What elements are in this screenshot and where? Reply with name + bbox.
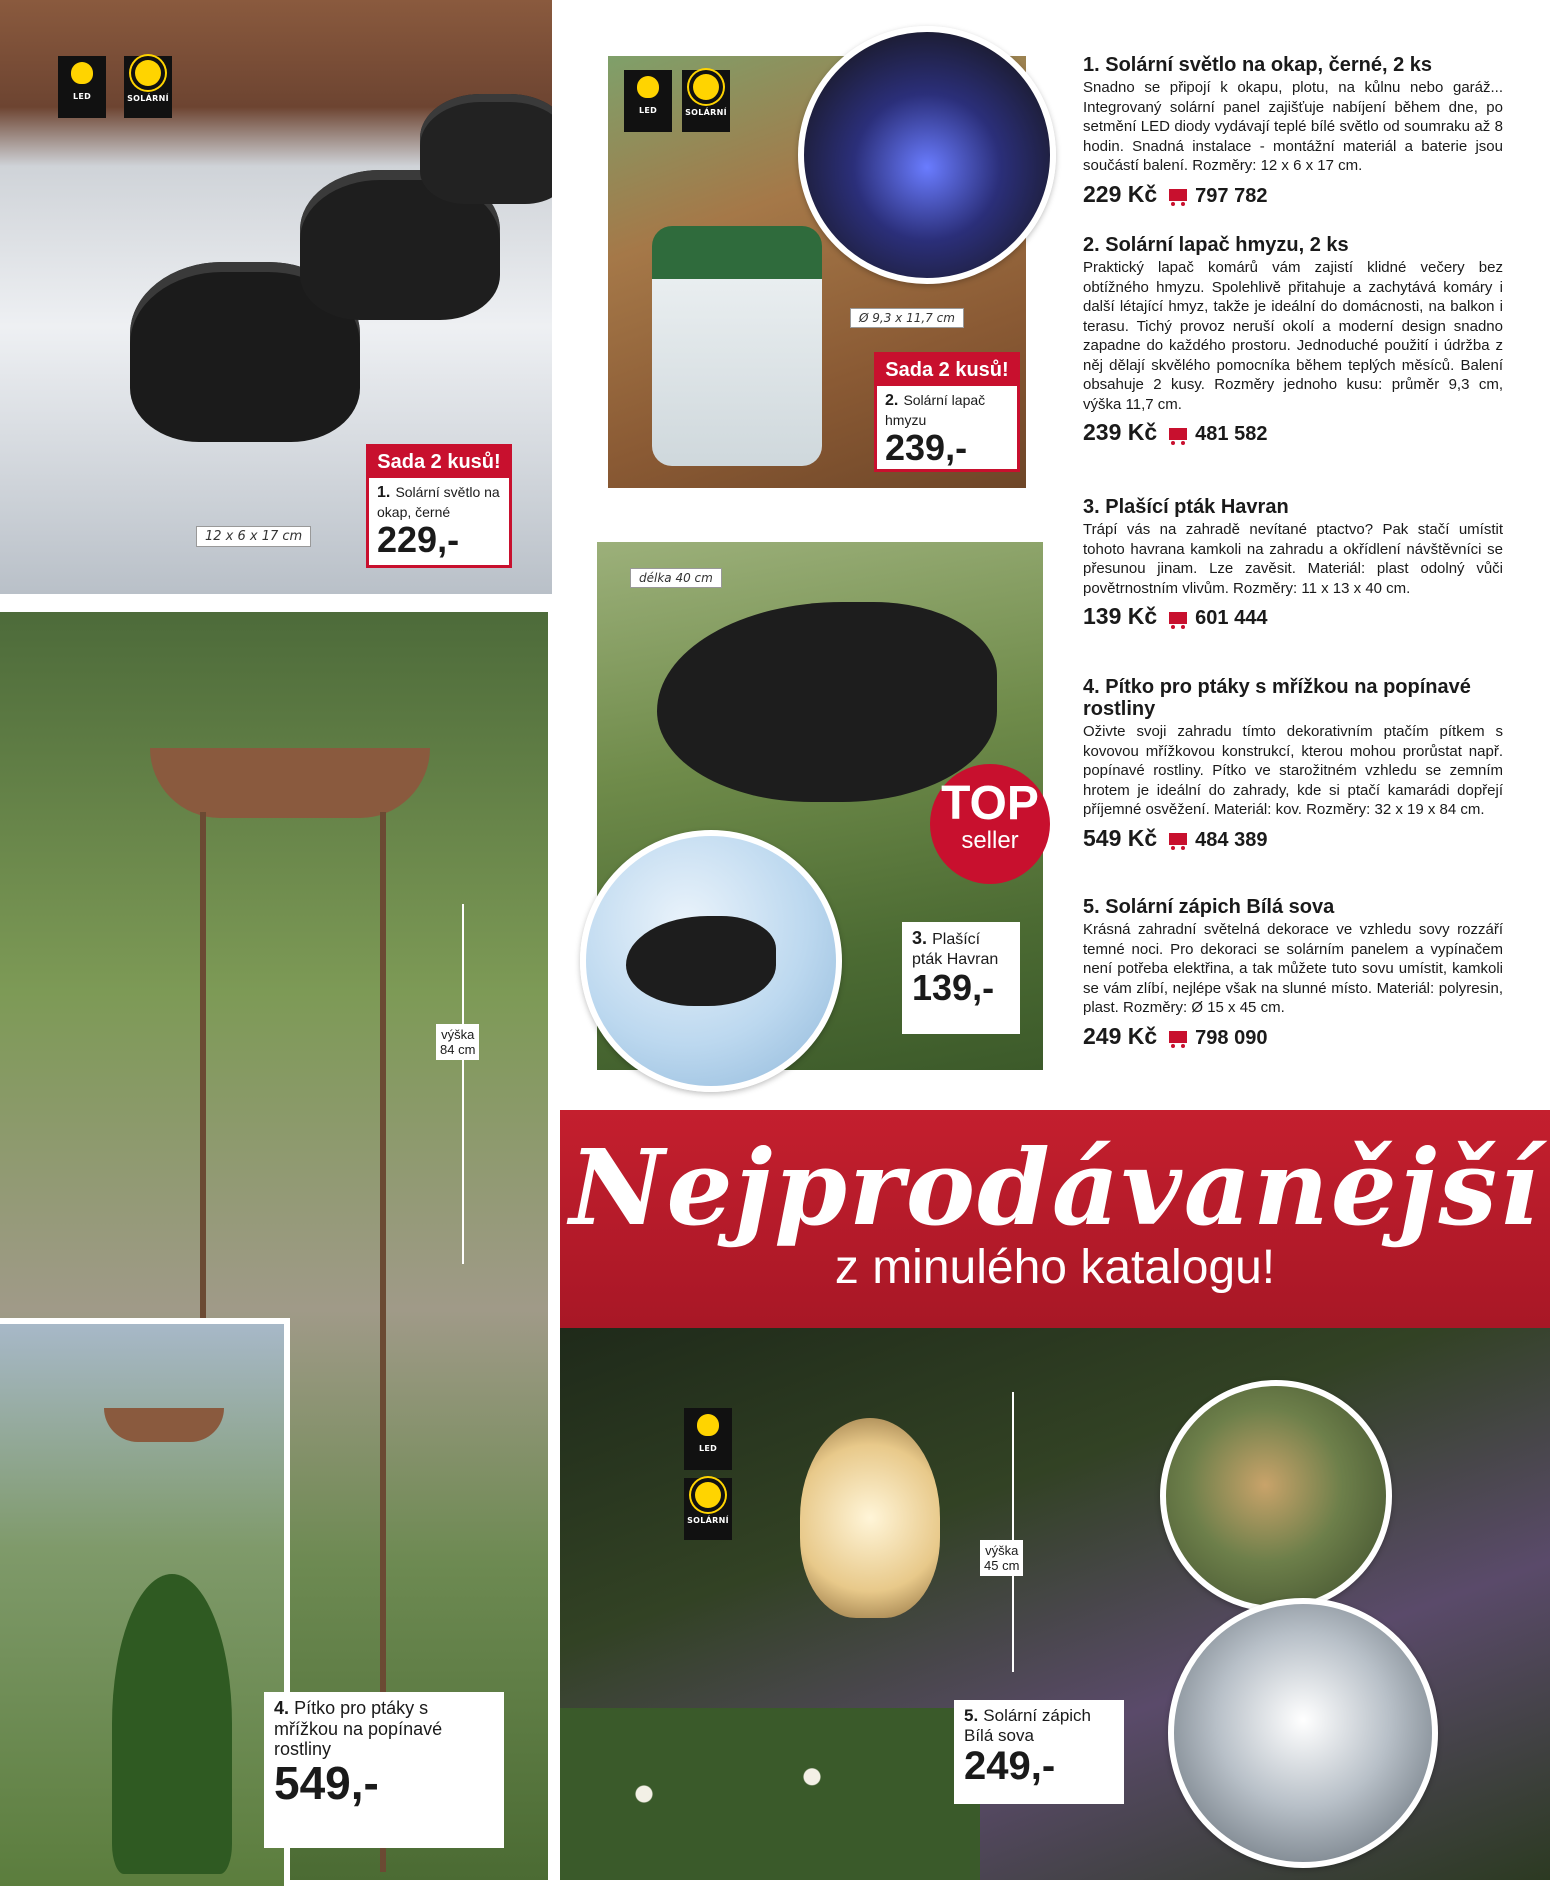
led-badge-label: LED	[698, 1444, 718, 1453]
product-price-row	[1083, 602, 1503, 632]
product-text: Krásná zahradní světelná dekorace ve vzhledu sovy rozzáří temné noci. Pro dekoraci se solárním panelem a vypínačem není potřeba elektřina, a tak můžete tuto sovu umístit, kamkoli se vám zlíbí, nejlépe však na slunné místo. Materiál: polyresin, plast. Rozměry: Ø 15 x 45 cm.	[1083, 921, 1503, 1016]
photo-crow-hanging	[580, 830, 842, 1092]
flowers	[560, 1708, 980, 1880]
product-heading: 3. Plašící pták Havran	[1083, 496, 1289, 518]
product-card-name: Solární světlo na okap, černé	[377, 484, 500, 520]
insect-trap-jar	[652, 226, 822, 466]
product-heading: 4. Pítko pro ptáky s mřížkou na popínavé rostliny	[1083, 676, 1471, 720]
product-price: 239 Kč	[1083, 419, 1158, 445]
price-card-5	[954, 1700, 1124, 1804]
product-text: Snadno se připojí k okapu, plotu, na kůlnu nebo garáž... Integrovaný solární panel zajišťuje nabíjení během dne, po setmění LED diody vydávají teplé bílé světlo od soumraku až 8 hodin. Snadná instalace - montážní materiál a baterie jsou součástí balení. Rozměry: 12 x 6 x 17 cm.	[1083, 79, 1503, 174]
height-measure-line	[1012, 1392, 1014, 1672]
top-seller-badge	[930, 764, 1050, 884]
product-heading: 2. Solární lapač hmyzu, 2 ks	[1083, 234, 1349, 256]
crow-figure	[657, 602, 997, 802]
bestseller-banner	[560, 1110, 1550, 1328]
ivy-plant	[112, 1574, 232, 1874]
led-badge-label: LED	[72, 92, 92, 101]
product-price-row	[1083, 1022, 1503, 1052]
dimension-tag: 12 x 6 x 17 cm	[196, 526, 311, 547]
product-number: 1.	[377, 484, 391, 501]
product-code: 484 389	[1195, 828, 1268, 851]
solar-light-lamp	[420, 94, 552, 204]
product-card-price: 139,-	[912, 967, 995, 1008]
height-measure-line	[462, 904, 464, 1264]
product-card-price: 549,-	[274, 1757, 379, 1809]
cart-icon	[1169, 189, 1187, 201]
product-price-row	[1083, 824, 1503, 854]
solar-badge-label: SOLÁRNÍ	[687, 1516, 729, 1525]
product-number: 5.	[964, 1706, 979, 1725]
price-card-3	[902, 922, 1020, 1034]
cart-icon	[1169, 612, 1187, 624]
product-heading: 1. Solární světlo na okap, černé, 2 ks	[1083, 54, 1433, 76]
product-number: 4.	[274, 1698, 290, 1718]
product-code: 601 444	[1195, 607, 1268, 629]
product-description-4	[1083, 676, 1503, 854]
product-card-price: 249,-	[964, 1744, 1056, 1788]
product-card-name: Plašící pták Havran	[912, 931, 999, 968]
solar-badge-label: SOLÁRNÍ	[685, 108, 727, 117]
top-seller-line2: seller	[961, 827, 1019, 854]
product-card-name: Solární zápich Bílá sova	[964, 1706, 1092, 1745]
set-label: Sada 2 kusů!	[877, 355, 1017, 386]
frame-divider	[548, 594, 556, 1334]
product-description-1	[1083, 54, 1503, 210]
height-measure-label: výška 45 cm	[980, 1540, 1023, 1576]
product-text: Praktický lapač komárů vám zajistí klidné večery bez obtížného hmyzu. Spolehlivě přitahuje a zachytává komáry i další létající hmyz, takže je ideální do domácnosti, na balkon i terasu. Tichý provoz neruší okolí a moderní design snadno zapadne do každého prostoru. Jednoduché použití i údržba z něj dělají skvělého pomocníka během teplých měsíců. Balení obsahuje 2 kusy. Rozměry jednoho kusu: průměr 9,3 cm, výška 11,7 cm.	[1083, 259, 1503, 413]
product-card-name: Solární lapač hmyzu	[885, 392, 986, 428]
led-badge-label: LED	[638, 106, 658, 115]
product-description-5	[1083, 896, 1503, 1052]
photo-snowy-owl	[1168, 1598, 1438, 1868]
height-measure-label: výška 84 cm	[436, 1024, 479, 1060]
sun-icon	[135, 60, 161, 86]
photo-owl-day	[1160, 1380, 1392, 1612]
product-card-name: Pítko pro ptáky s mřížkou na popínavé rostliny	[274, 1698, 443, 1759]
led-badge	[624, 70, 672, 132]
cart-icon	[1169, 428, 1187, 440]
product-text: Oživte svoji zahradu tímto dekorativním ptačím pítkem s kovovou mřížkovou konstrukcí, kterou mohou prorůstat např. popínavé rostliny. Pítko ve starožitném vzhledu se zemním hrotem je ideální do zahrady, kde si ptačí kamarádi dopřejí příjemné osvěžení. Materiál: kov. Rozměry: 32 x 19 x 84 cm.	[1083, 723, 1503, 818]
product-number: 2.	[885, 392, 899, 409]
dimension-tag: Ø 9,3 x 11,7 cm	[850, 308, 964, 328]
banner-title: Nejprodávanější	[569, 1126, 1541, 1249]
product-code: 481 582	[1195, 423, 1268, 445]
product-description-2	[1083, 234, 1503, 448]
product-text: Trápí vás na zahradě nevítané ptactvo? Pak stačí umístit tohoto havrana kamkoli na zahradu a okřídlení návštěvníci se přesunou jinam. Lze zavěsit. Materiál: plast odolný vůči povětrnostním vlivům. Rozměry: 11 x 13 x 40 cm.	[1083, 521, 1503, 597]
photo-bird-bath-ivy	[0, 1318, 290, 1886]
product-price: 139 Kč	[1083, 603, 1158, 629]
product-card-price: 239,-	[885, 427, 968, 468]
led-badge	[58, 56, 106, 118]
bulb-icon	[637, 76, 659, 98]
photo-insect-trap-night	[798, 26, 1056, 284]
bulb-icon	[71, 62, 93, 84]
sun-icon	[693, 74, 719, 100]
cart-icon	[1169, 833, 1187, 845]
top-seller-line1: TOP	[941, 777, 1039, 830]
product-heading: 5. Solární zápich Bílá sova	[1083, 896, 1335, 918]
sun-icon	[695, 1482, 721, 1508]
product-price: 249 Kč	[1083, 1022, 1158, 1049]
price-card-2	[874, 352, 1020, 472]
product-code: 798 090	[1195, 1026, 1268, 1049]
price-card-4	[264, 1692, 504, 1848]
bird-bath-bowl	[104, 1408, 224, 1442]
cart-icon	[1169, 1031, 1187, 1043]
solar-badge	[124, 56, 172, 118]
product-card-price: 229,-	[377, 519, 460, 560]
product-code: 797 782	[1195, 184, 1268, 207]
product-price: 229 Kč	[1083, 180, 1158, 207]
led-badge	[684, 1408, 732, 1470]
bulb-icon	[697, 1414, 719, 1436]
product-description-3	[1083, 496, 1503, 632]
crow-figure-small	[626, 916, 776, 1006]
price-card-1	[366, 444, 512, 568]
solar-badge	[684, 1478, 732, 1540]
frame-divider	[0, 594, 556, 612]
owl-figure	[800, 1418, 940, 1618]
dimension-tag: délka 40 cm	[630, 568, 722, 588]
banner-subtitle: z minulého katalogu!	[834, 1241, 1276, 1294]
set-label: Sada 2 kusů!	[369, 447, 509, 478]
product-price-row	[1083, 418, 1503, 448]
solar-badge-label: SOLÁRNÍ	[127, 94, 169, 103]
solar-badge	[682, 70, 730, 132]
bird-bath-bowl	[150, 748, 430, 818]
product-number: 3.	[912, 928, 928, 948]
product-price-row	[1083, 180, 1503, 210]
product-price: 549 Kč	[1083, 824, 1158, 851]
